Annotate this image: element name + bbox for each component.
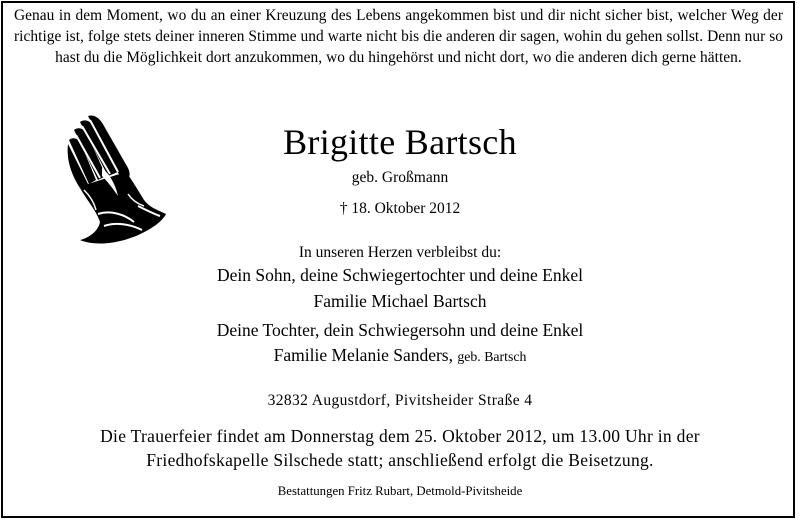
family2-maiden: geb. Bartsch (457, 349, 527, 364)
family2-name-line (0, 343, 800, 369)
address: 32832 Augustdorf, Pivitsheider Straße 4 (267, 392, 533, 409)
undertaker: Bestattungen Fritz Rubart, Detmold-Pivitsheide (277, 484, 523, 498)
service-line-2: Friedhofskapelle Silschede statt; anschließend erfolgt die Beisetzung. (146, 450, 654, 470)
family1-relations: Dein Sohn, deine Schwiegertochter und deine Enkel (217, 265, 583, 285)
maiden-name: geb. Großmann (351, 169, 449, 186)
death-date: † 18. Oktober 2012 (339, 200, 461, 217)
family2-relations: Deine Tochter, dein Schwiegersohn und deine Enkel (216, 320, 584, 340)
family1-name: Familie Michael Bartsch (313, 291, 487, 311)
family2-name: Familie Melanie Sanders, (273, 345, 453, 365)
service-info (0, 424, 800, 472)
mourners-intro: In unseren Herzen verbleibst du: (298, 244, 502, 261)
deceased-name: Brigitte Bartsch (283, 122, 517, 162)
service-line-1: Die Trauerfeier findet am Donnerstag dem 25. Oktober 2012, um 13.00 Uhr in der (100, 426, 700, 446)
poem-text: Genau in dem Moment, wo du an einer Kreuzung des Lebens angekommen bist und dir nicht sicher bist, welcher Weg der richtige ist, folge stets deiner inneren Stimme und warte nicht bis die anderen dir sagen, wohin du gehen sollst. Denn nur so hast du die Möglichkeit dort anzukommen, wo du hingehörst und nicht dort, wo die anderen dich gerne hätten. (14, 7, 783, 66)
